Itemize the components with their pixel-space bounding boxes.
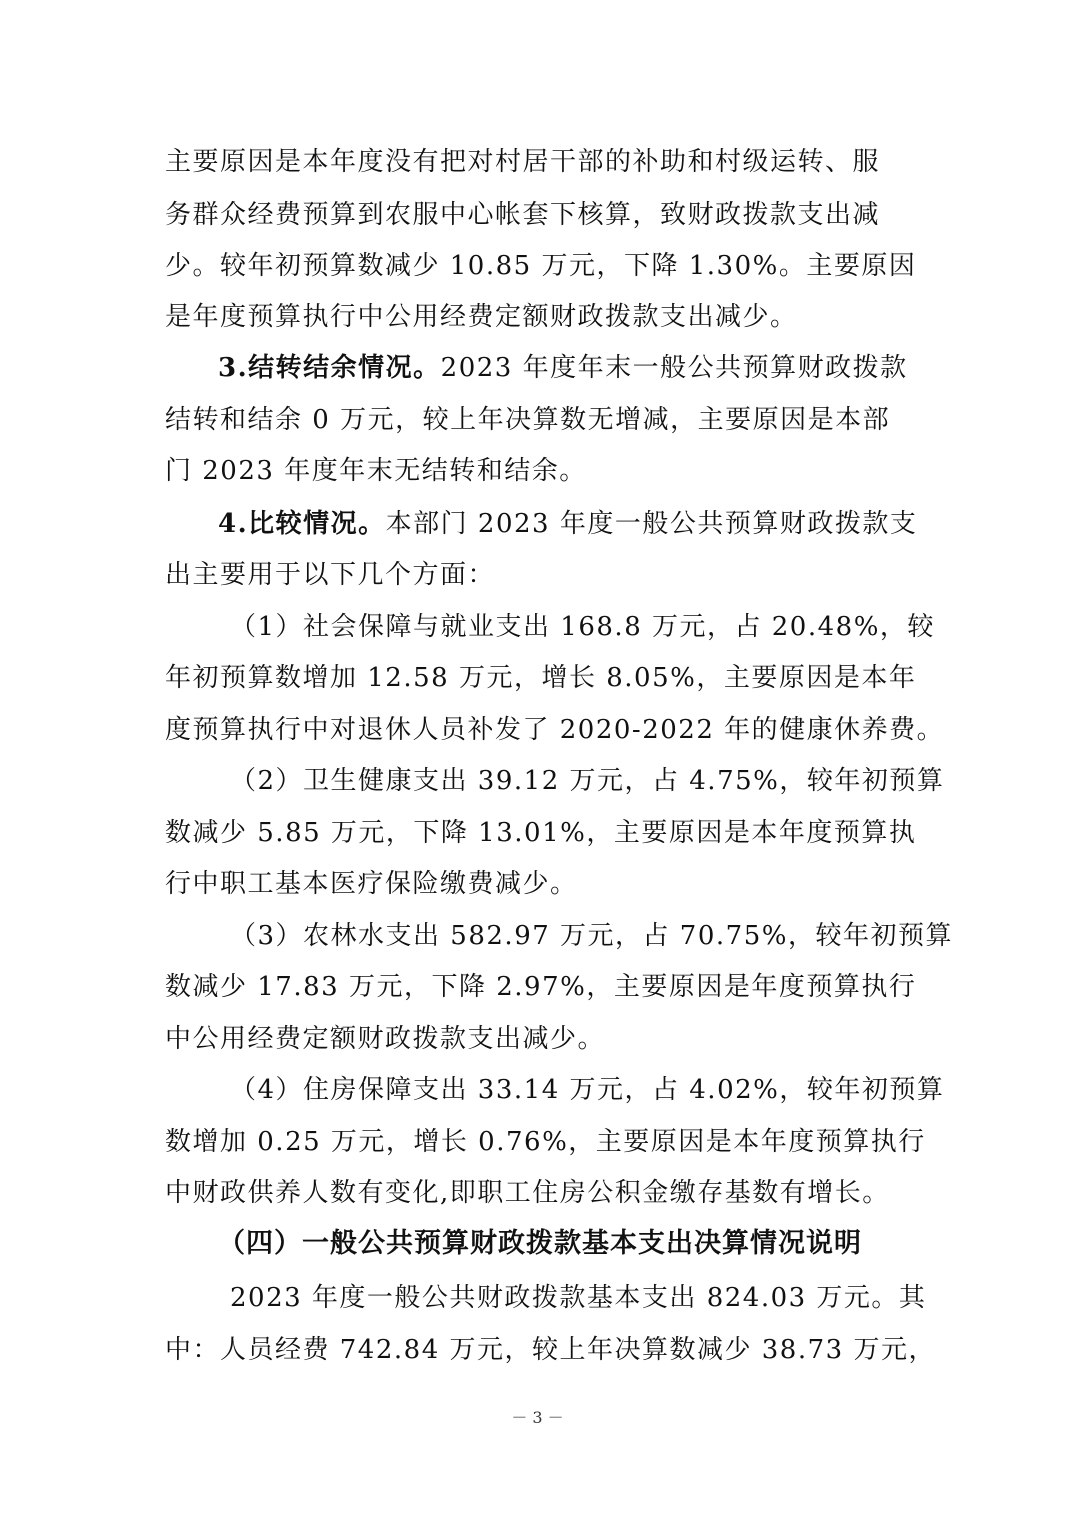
section-4-title: 4.比较情况。 — [218, 509, 386, 539]
body-line: 行中职工基本医疗保险缴费减少。 — [165, 869, 578, 899]
section-4-first-line: 4.比较情况。本部门 2023 年度一般公共预算财政拨款支 — [218, 509, 918, 539]
body-line: 少。较年初预算数减少 10.85 万元，下降 1.30%。主要原因 — [165, 251, 917, 281]
body-line: 中：人员经费 742.84 万元，较上年决算数减少 38.73 万元， — [165, 1335, 936, 1365]
body-line: 务群众经费预算到农服中心帐套下核算，致财政拨款支出减 — [165, 200, 881, 230]
body-line: 年初预算数增加 12.58 万元，增长 8.05%，主要原因是本年 — [165, 663, 917, 693]
body-line: 中公用经费定额财政拨款支出减少。 — [165, 1024, 606, 1054]
body-line: 是年度预算执行中公用经费定额财政拨款支出减少。 — [165, 302, 798, 332]
list-item-4: （4）住房保障支出 33.14 万元，占 4.02%，较年初预算 — [230, 1075, 945, 1105]
list-item-1: （1）社会保障与就业支出 168.8 万元，占 20.48%，较 — [230, 612, 935, 642]
body-line: 门 2023 年度年末无结转和结余。 — [165, 456, 587, 486]
body-line: 结转和结余 0 万元，较上年决算数无增减，主要原因是本部 — [165, 405, 891, 435]
list-item-3: （3）农林水支出 582.97 万元，占 70.75%，较年初预算 — [230, 921, 953, 951]
body-line: 出主要用于以下几个方面： — [165, 560, 496, 590]
body-line: 度预算执行中对退休人员补发了 2020-2022 年的健康休养费。 — [165, 715, 945, 745]
list-item-2: （2）卫生健康支出 39.12 万元，占 4.75%，较年初预算 — [230, 766, 945, 796]
body-line: 数减少 5.85 万元，下降 13.01%，主要原因是本年度预算执 — [165, 818, 917, 848]
body-line: 2023 年度一般公共财政拨款基本支出 824.03 万元。其 — [230, 1283, 927, 1313]
section-3-first-line: 3.结转结余情况。2023 年度年末一般公共预算财政拨款 — [218, 353, 908, 383]
body-line: 中财政供养人数有变化,即职工住房公积金缴存基数有增长。 — [165, 1178, 890, 1208]
section-3-title: 3.结转结余情况。 — [218, 353, 441, 383]
body-line: 主要原因是本年度没有把对村居干部的补助和村级运转、服 — [165, 147, 881, 177]
page-number: － 3 － — [511, 1408, 564, 1427]
section-heading: （四）一般公共预算财政拨款基本支出决算情况说明 — [218, 1228, 862, 1259]
body-line: 数增加 0.25 万元，增长 0.76%，主要原因是本年度预算执行 — [165, 1127, 926, 1157]
body-line: 数减少 17.83 万元，下降 2.97%，主要原因是年度预算执行 — [165, 972, 917, 1002]
